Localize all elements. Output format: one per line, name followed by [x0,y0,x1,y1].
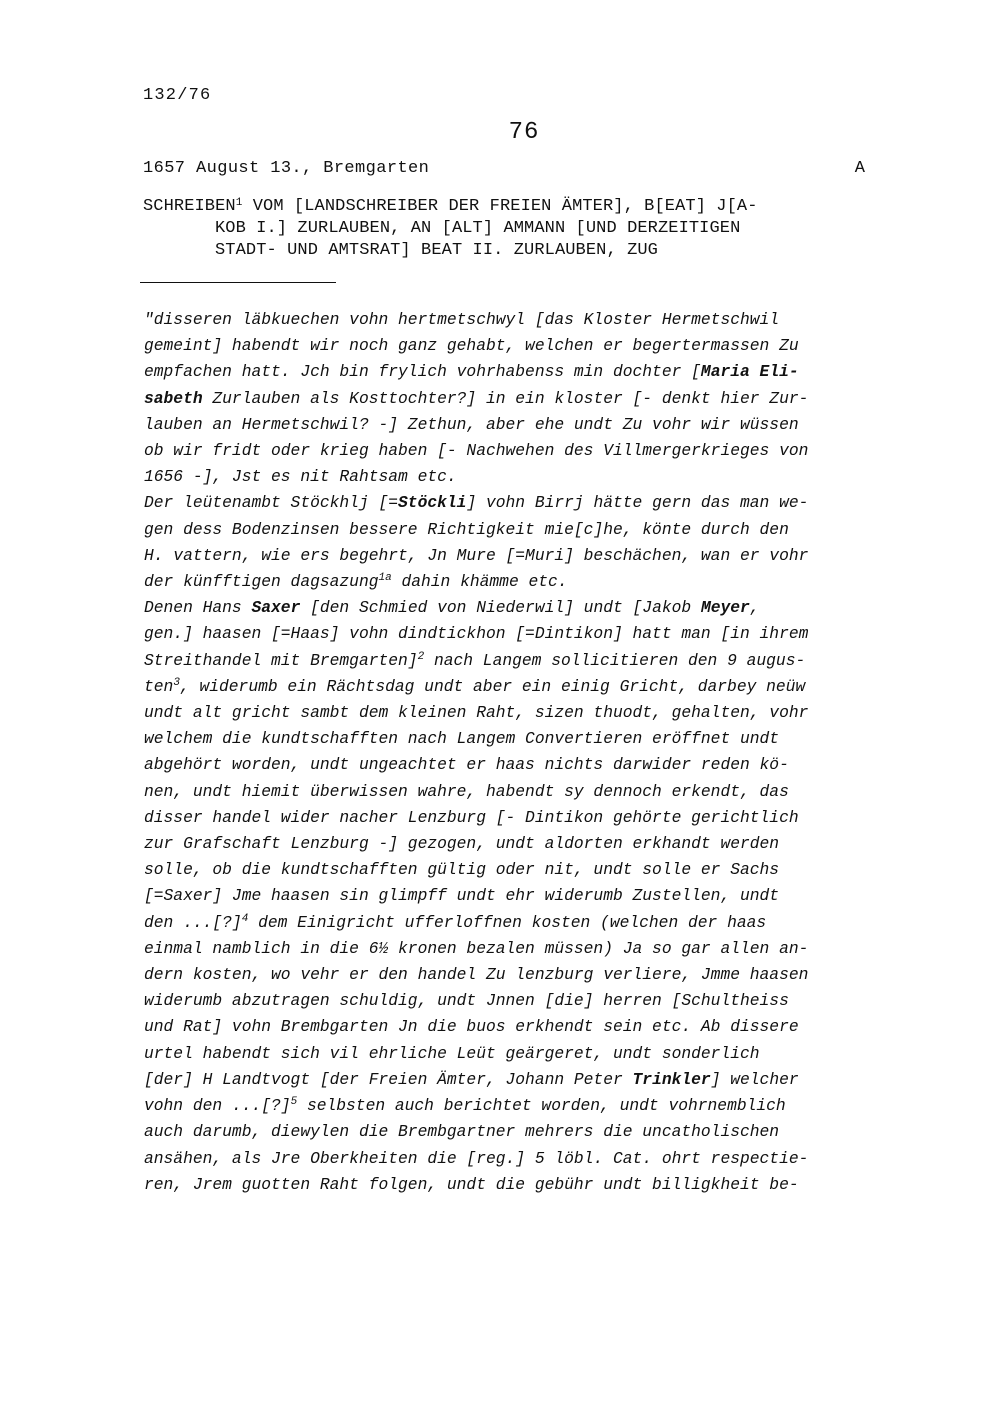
document-number: 76 [508,119,540,146]
text-line: ansähen, als Jre Oberkheiten die [reg.] 5 löbl. Cat. ohrt respectie- [144,1148,809,1168]
text-run: [der] H Landtvogt [der Freien Ämter, Johann Peter [144,1069,633,1089]
text-run: ] vohn Birrj hätte gern das man we- [466,493,809,513]
text-line: ob wir fridt oder krieg haben [- Nachwehen des Villmergerkrieges von [144,441,809,461]
text-line: auch darumb, diewylen die Brembgartner mehrers die uncatholischen [144,1122,780,1142]
person-name: sabeth [144,388,203,408]
heading-line: KOB I.] ZURLAUBEN, AN [ALT] AMMANN [UND DERZEITIGEN [215,219,741,238]
person-name: Maria Eli- [700,362,799,382]
person-name: Stöckli [398,493,467,513]
letter-body [144,307,904,1198]
archive-reference: 132/76 [143,86,212,105]
text-run: [den Schmied von Niederwil] undt [Jakob [300,598,701,618]
heading-text: SCHREIBEN [143,197,236,216]
text-line [144,910,904,936]
text-line: nen, undt hiemit überwissen wahre, habendt sy dennoch erkendt, das [144,781,789,801]
person-name: Trinkler [632,1069,711,1089]
text-line [144,359,904,385]
text-run: dem Einigricht ufferloffnen kosten (welchen der haas [248,912,767,932]
text-run: Streithandel mit Bremgarten] [144,650,418,670]
text-line: welchem die kundtschafften nach Langem Convertieren eröffnet undt [144,729,780,749]
dateline [143,159,865,178]
footnote-marker: 3 [173,676,180,689]
date-place: 1657 August 13., Bremgarten [143,159,430,178]
text-line: urtel habendt sich vil ehrliche Leüt geärgeret, undt sonderlich [144,1043,760,1063]
text-run: ten [144,676,174,696]
text-run: nach Langem sollicitieren den 9 augus- [424,650,806,670]
text-line: lauben an Hermetschwil? -] Zethun, aber ehe undt Zu vohr wir wüssen [144,414,799,434]
text-run: empfachen hatt. Jch bin frylich vohrhabenss min dochter [ [144,362,701,382]
text-run: , [749,598,760,618]
text-line: disser handel wider nacher Lenzburg [- Dintikon gehörte gerichtlich [144,807,799,827]
footnote-marker: 4 [241,912,249,925]
footnote-marker: 1 [235,197,243,209]
heading-line [143,196,883,218]
text-line [144,490,904,516]
text-line [144,595,904,621]
text-line: [=Saxer] Jme haasen sin glimpff undt ehr widerumb Zustellen, undt [144,886,780,906]
document-heading [143,196,883,262]
text-line: einmal namblich in die 6½ kronen bezalen müssen) Ja so gar allen an- [144,938,809,958]
text-line: dern kosten, wo vehr er den handel Zu lenzburg verliere, Jmme haasen [144,965,809,985]
text-run: ] welcher [710,1069,799,1089]
text-run: Zurlauben als Kosttochter?] in ein kloster [- denkt hier Zur- [202,388,809,408]
text-line: gemeint] habendt wir noch ganz gehabt, welchen er begertermassen Zu [144,336,799,356]
person-name: Saxer [251,598,301,618]
text-run: selbsten auch berichtet worden, undt vohrnemblich [297,1096,786,1116]
text-line: gen.] haasen [=Haas] vohn dindtickhon [=Dintikon] hatt man [in ihrem [144,624,809,644]
text-run: der künfftigen dagsazung [144,572,379,592]
text-run: Denen Hans [144,598,252,618]
text-line [144,648,904,674]
footnote-marker: 5 [290,1096,298,1109]
text-line [144,1067,904,1093]
text-line: "disseren läbkuechen vohn hertmetschwyl [das Kloster Hermetschwil [144,310,780,329]
text-line: solle, ob die kundtschafften gültig oder nit, undt solle er Sachs [144,860,780,880]
text-line: widerumb abzutragen schuldig, undt Jnnen [die] herren [Schultheiss [144,991,789,1011]
text-run: vohn den ...[?] [144,1096,291,1116]
text-line [144,386,904,412]
heading-divider [140,282,336,283]
text-line: ren, Jrem guotten Raht folgen, undt die gebühr undt billigkheit be- [144,1174,799,1194]
text-run: Der leütenambt Stöckhlj [= [144,493,399,513]
heading-text: VOM [LANDSCHREIBER DER FREIEN ÄMTER], B[EAT] J[A- [242,197,758,216]
document-type: A [854,159,865,178]
text-run: dahin khämme etc. [391,572,568,592]
text-line: und Rat] vohn Brembgarten Jn die buos erkhendt sein etc. Ab dissere [144,1017,799,1037]
person-name: Meyer [700,598,750,618]
text-run: den ...[?] [144,912,242,932]
text-line [144,674,904,700]
text-line: abgehört worden, undt ungeachtet er haas nichts darwider reden kö- [144,755,789,775]
text-line: undt alt gricht sambt dem kleinen Raht, sizen thuodt, gehalten, vohr [144,703,809,723]
text-line [144,569,904,595]
footnote-marker: 1a [378,572,392,585]
heading-line: STADT- UND AMTSRAT] BEAT II. ZURLAUBEN, ZUG [215,241,658,260]
text-line [144,1093,904,1119]
text-line: gen dess Bodenzinsen bessere Richtigkeit mie[c]he, könte durch den [144,519,789,539]
footnote-marker: 2 [417,650,425,663]
text-line: 1656 -], Jst es nit Rahtsam etc. [144,467,457,487]
text-line: zur Grafschaft Lenzburg -] gezogen, undt aldorten erkhandt werden [144,834,780,854]
text-run: , widerumb ein Rächtsdag undt aber ein einig Gricht, darbey neüw [179,676,806,696]
text-line: H. vattern, wie ers begehrt, Jn Mure [=Muri] beschächen, wan er vohr [144,545,809,565]
